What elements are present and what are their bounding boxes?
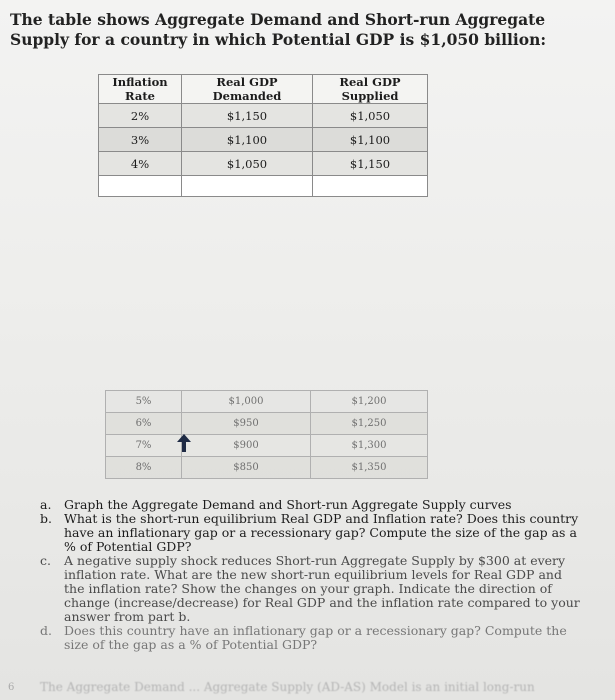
- question-d: [40, 624, 580, 652]
- cell-supplied: $1,100: [313, 128, 428, 152]
- cell-demanded: $1,150: [182, 104, 313, 128]
- question-text: What is the short-run equilibrium Real GDP and Inflation rate? Does this country have an inflationary gap or a recessionary gap? Compute the size of the gap as a % of Potential GDP?: [64, 511, 579, 554]
- table-row: [106, 435, 428, 457]
- table-row: [106, 391, 428, 413]
- question-label: a.: [40, 497, 52, 512]
- question-c: [40, 554, 580, 624]
- question-text: Does this country have an inflationary gap or a recessionary gap? Compute the size of the gap as a % of Potential GDP?: [64, 623, 567, 652]
- question-b: [40, 512, 580, 554]
- ad-sras-table: [98, 74, 428, 197]
- question-label: b.: [40, 511, 52, 526]
- question-a: [40, 498, 580, 512]
- cell-demanded: $1,100: [182, 128, 313, 152]
- table-row: [99, 104, 428, 128]
- page-heading: The table shows Aggregate Demand and Short-run Aggregate Supply for a country in which Potential GDP is $1,050 billion:: [10, 10, 547, 49]
- cell-inflation: 8%: [106, 457, 182, 479]
- page-marker: 6: [8, 682, 15, 693]
- cell-demanded: $1,050: [182, 152, 313, 176]
- ad-sras-table-continued: [105, 390, 428, 479]
- cell-supplied: $1,150: [313, 152, 428, 176]
- mouse-cursor-icon: [176, 434, 192, 452]
- header-real-gdp-demanded: Real GDP Demanded: [182, 75, 313, 104]
- header-real-gdp-supplied: Real GDP Supplied: [313, 75, 428, 104]
- question-text: Graph the Aggregate Demand and Short-run Aggregate Supply curves: [64, 497, 512, 512]
- cell-inflation: 5%: [106, 391, 182, 413]
- cell-supplied: $1,250: [311, 413, 428, 435]
- table-row: [99, 152, 428, 176]
- cell-demanded: $1,000: [182, 391, 311, 413]
- cell-supplied: $1,350: [311, 457, 428, 479]
- cut-off-text: The Aggregate Demand ... Aggregate Supply (AD-AS) Model is an initial long-run: [40, 680, 535, 694]
- cell-demanded: $950: [182, 413, 311, 435]
- question-text: A negative supply shock reduces Short-run Aggregate Supply by $300 at every inflation rate. What are the new short-run equilibrium levels for Real GDP and the inflation rate? Show the changes on your graph. Indicate the direction of change (increase/decrease) for Real GDP and the inflation rate compared to your answer from part b.: [64, 553, 580, 624]
- cell-inflation: 4%: [99, 152, 182, 176]
- table-header-row: [99, 75, 428, 104]
- cell-inflation: 2%: [99, 104, 182, 128]
- cell-inflation: 7%: [106, 435, 182, 457]
- cell-supplied: $1,200: [311, 391, 428, 413]
- table-row: [106, 413, 428, 435]
- table-row: [99, 128, 428, 152]
- cell-supplied: $1,300: [311, 435, 428, 457]
- cell-supplied: $1,050: [313, 104, 428, 128]
- question-label: d.: [40, 623, 52, 638]
- cell-inflation: 6%: [106, 413, 182, 435]
- header-inflation-rate: Inflation Rate: [99, 75, 182, 104]
- question-label: c.: [40, 553, 51, 568]
- cell-inflation: 3%: [99, 128, 182, 152]
- cell-demanded: $850: [182, 457, 311, 479]
- question-list: [40, 498, 580, 652]
- cell-demanded: $900: [182, 435, 311, 457]
- table-blank-row: [99, 176, 428, 197]
- table-row: [106, 457, 428, 479]
